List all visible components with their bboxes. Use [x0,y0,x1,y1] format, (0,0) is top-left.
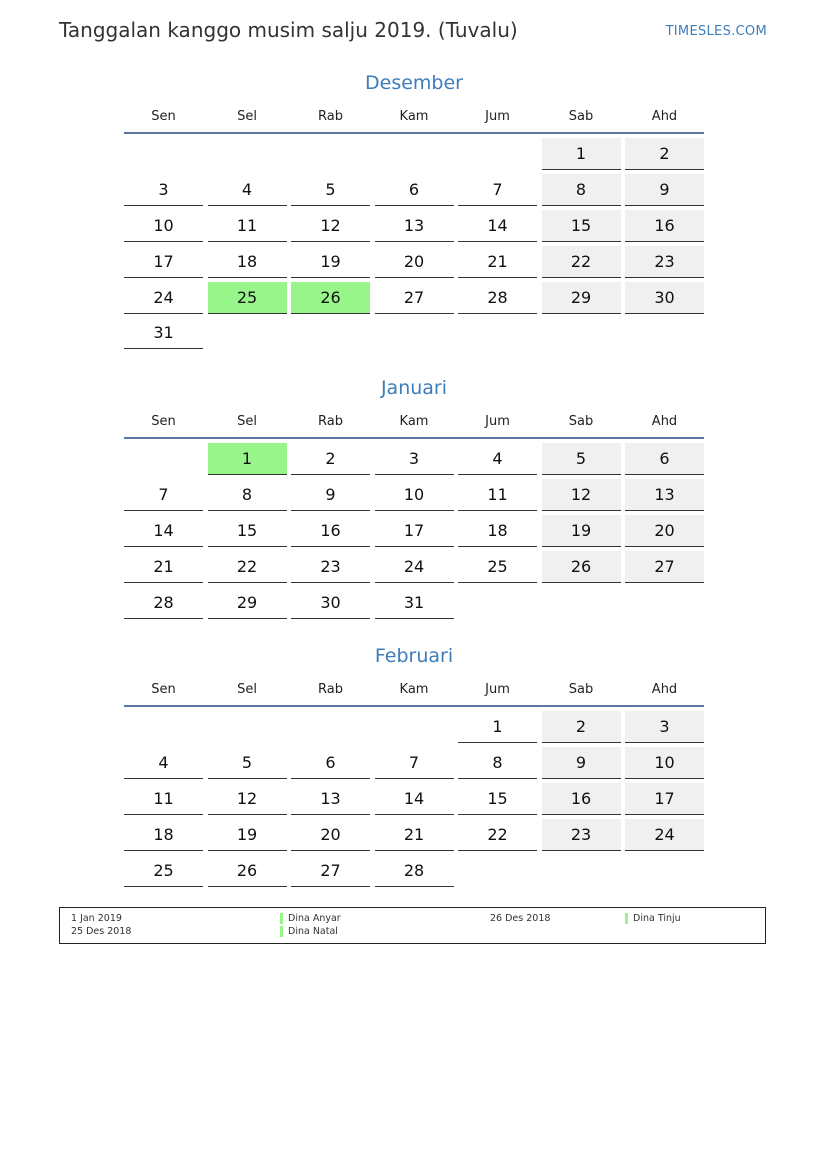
legend-holiday-name: Dina Natal [288,926,338,937]
day-cell: 20 [375,246,454,278]
day-cell: 31 [375,587,454,619]
day-cell: 17 [375,515,454,547]
day-cell: 23 [291,551,370,583]
legend-date: 1 Jan 2019 [71,913,122,924]
day-cell: 5 [208,747,287,779]
weekend-day-cell: 3 [625,711,704,743]
day-cell: 20 [291,819,370,851]
page-title: Tanggalan kanggo musim salju 2019. (Tuvalu) [59,18,518,42]
weekend-day-cell: 17 [625,783,704,815]
holiday-day-cell: 1 [208,443,287,475]
day-cell: 6 [375,174,454,206]
day-grid [124,138,704,349]
day-cell: 10 [124,210,203,242]
weekday-label: Rab [318,682,343,697]
day-cell: 17 [124,246,203,278]
weekday-label: Sab [568,682,594,697]
legend-holiday-name: Dina Tinju [633,913,681,924]
day-cell: 19 [291,246,370,278]
holiday-day-cell: 25 [208,282,287,314]
month-title: Desember [365,72,463,94]
weekend-day-cell: 19 [542,515,621,547]
empty-cell [208,138,287,170]
day-cell: 13 [291,783,370,815]
weekday-label: Sab [568,109,594,124]
day-cell: 6 [291,747,370,779]
day-cell: 7 [458,174,537,206]
weekday-label: Ahd [651,414,678,429]
weekday-label: Rab [318,109,343,124]
legend-date: 26 Des 2018 [490,913,551,924]
day-cell: 5 [291,174,370,206]
day-cell: 25 [124,855,203,887]
legend-holiday-name: Dina Anyar [288,913,341,924]
empty-cell [458,138,537,170]
legend-holiday-marker [625,913,628,924]
weekday-label: Jum [485,414,510,429]
month-calendar-desember [124,70,704,349]
empty-cell [291,138,370,170]
day-cell: 10 [375,479,454,511]
day-cell: 21 [458,246,537,278]
day-cell: 14 [124,515,203,547]
weekend-day-cell: 1 [542,138,621,170]
day-cell: 24 [375,551,454,583]
day-cell: 14 [458,210,537,242]
day-cell: 12 [291,210,370,242]
weekday-label: Kam [399,109,429,124]
day-cell: 21 [124,551,203,583]
weekend-day-cell: 15 [542,210,621,242]
legend-holiday-marker [280,913,283,924]
weekend-day-cell: 6 [625,443,704,475]
empty-cell [124,711,203,743]
day-cell: 13 [375,210,454,242]
day-cell: 27 [375,282,454,314]
weekday-label: Ahd [651,109,678,124]
day-cell: 22 [458,819,537,851]
day-cell: 8 [208,479,287,511]
weekend-day-cell: 16 [625,210,704,242]
day-cell: 18 [124,819,203,851]
day-grid [124,711,704,887]
brand-link[interactable]: TIMESLES.COM [665,24,767,39]
weekend-day-cell: 23 [542,819,621,851]
day-cell: 4 [458,443,537,475]
legend-holiday-marker [280,926,283,937]
weekend-day-cell: 10 [625,747,704,779]
weekday-label: Ahd [651,682,678,697]
day-cell: 4 [208,174,287,206]
weekend-day-cell: 20 [625,515,704,547]
day-cell: 8 [458,747,537,779]
day-cell: 28 [458,282,537,314]
day-cell: 9 [291,479,370,511]
day-cell: 27 [291,855,370,887]
weekday-label: Kam [399,414,429,429]
weekend-day-cell: 9 [542,747,621,779]
weekday-label: Sen [151,414,176,429]
day-cell: 2 [291,443,370,475]
empty-cell [291,711,370,743]
empty-cell [208,711,287,743]
day-cell: 12 [208,783,287,815]
month-title: Februari [374,645,454,667]
day-cell: 16 [291,515,370,547]
day-cell: 1 [458,711,537,743]
weekday-label: Jum [485,109,510,124]
day-cell: 18 [458,515,537,547]
day-cell: 30 [291,587,370,619]
weekday-label: Sel [237,414,257,429]
month-calendar-februari [124,643,704,887]
day-cell: 15 [208,515,287,547]
weekend-day-cell: 2 [625,138,704,170]
holiday-legend [59,907,766,944]
day-cell: 11 [124,783,203,815]
weekend-day-cell: 9 [625,174,704,206]
holiday-day-cell: 26 [291,282,370,314]
weekday-label: Sab [568,414,594,429]
weekday-header-row [124,106,704,134]
day-grid [124,443,704,619]
empty-cell [124,138,203,170]
weekend-day-cell: 23 [625,246,704,278]
weekend-day-cell: 8 [542,174,621,206]
empty-cell [124,443,203,475]
weekday-label: Jum [485,682,510,697]
weekend-day-cell: 2 [542,711,621,743]
weekday-label: Sen [151,109,176,124]
weekend-day-cell: 13 [625,479,704,511]
empty-cell [375,711,454,743]
empty-cell [375,138,454,170]
day-cell: 11 [458,479,537,511]
weekday-header-row [124,411,704,439]
day-cell: 11 [208,210,287,242]
weekend-day-cell: 12 [542,479,621,511]
day-cell: 28 [124,587,203,619]
day-cell: 19 [208,819,287,851]
month-title: Januari [380,377,448,399]
day-cell: 3 [124,174,203,206]
weekday-label: Rab [318,414,343,429]
weekend-day-cell: 29 [542,282,621,314]
day-cell: 31 [124,317,203,349]
weekend-day-cell: 24 [625,819,704,851]
day-cell: 3 [375,443,454,475]
weekend-day-cell: 22 [542,246,621,278]
weekend-day-cell: 27 [625,551,704,583]
legend-date: 25 Des 2018 [71,926,132,937]
day-cell: 26 [208,855,287,887]
weekday-label: Sel [237,109,257,124]
day-cell: 18 [208,246,287,278]
day-cell: 25 [458,551,537,583]
weekday-label: Sen [151,682,176,697]
day-cell: 7 [375,747,454,779]
weekend-day-cell: 16 [542,783,621,815]
weekday-label: Sel [237,682,257,697]
day-cell: 14 [375,783,454,815]
weekday-label: Kam [399,682,429,697]
day-cell: 15 [458,783,537,815]
weekend-day-cell: 26 [542,551,621,583]
month-calendar-januari [124,375,704,619]
weekend-day-cell: 30 [625,282,704,314]
day-cell: 29 [208,587,287,619]
weekend-day-cell: 5 [542,443,621,475]
weekday-header-row [124,679,704,707]
day-cell: 7 [124,479,203,511]
day-cell: 21 [375,819,454,851]
day-cell: 4 [124,747,203,779]
day-cell: 22 [208,551,287,583]
day-cell: 28 [375,855,454,887]
day-cell: 24 [124,282,203,314]
